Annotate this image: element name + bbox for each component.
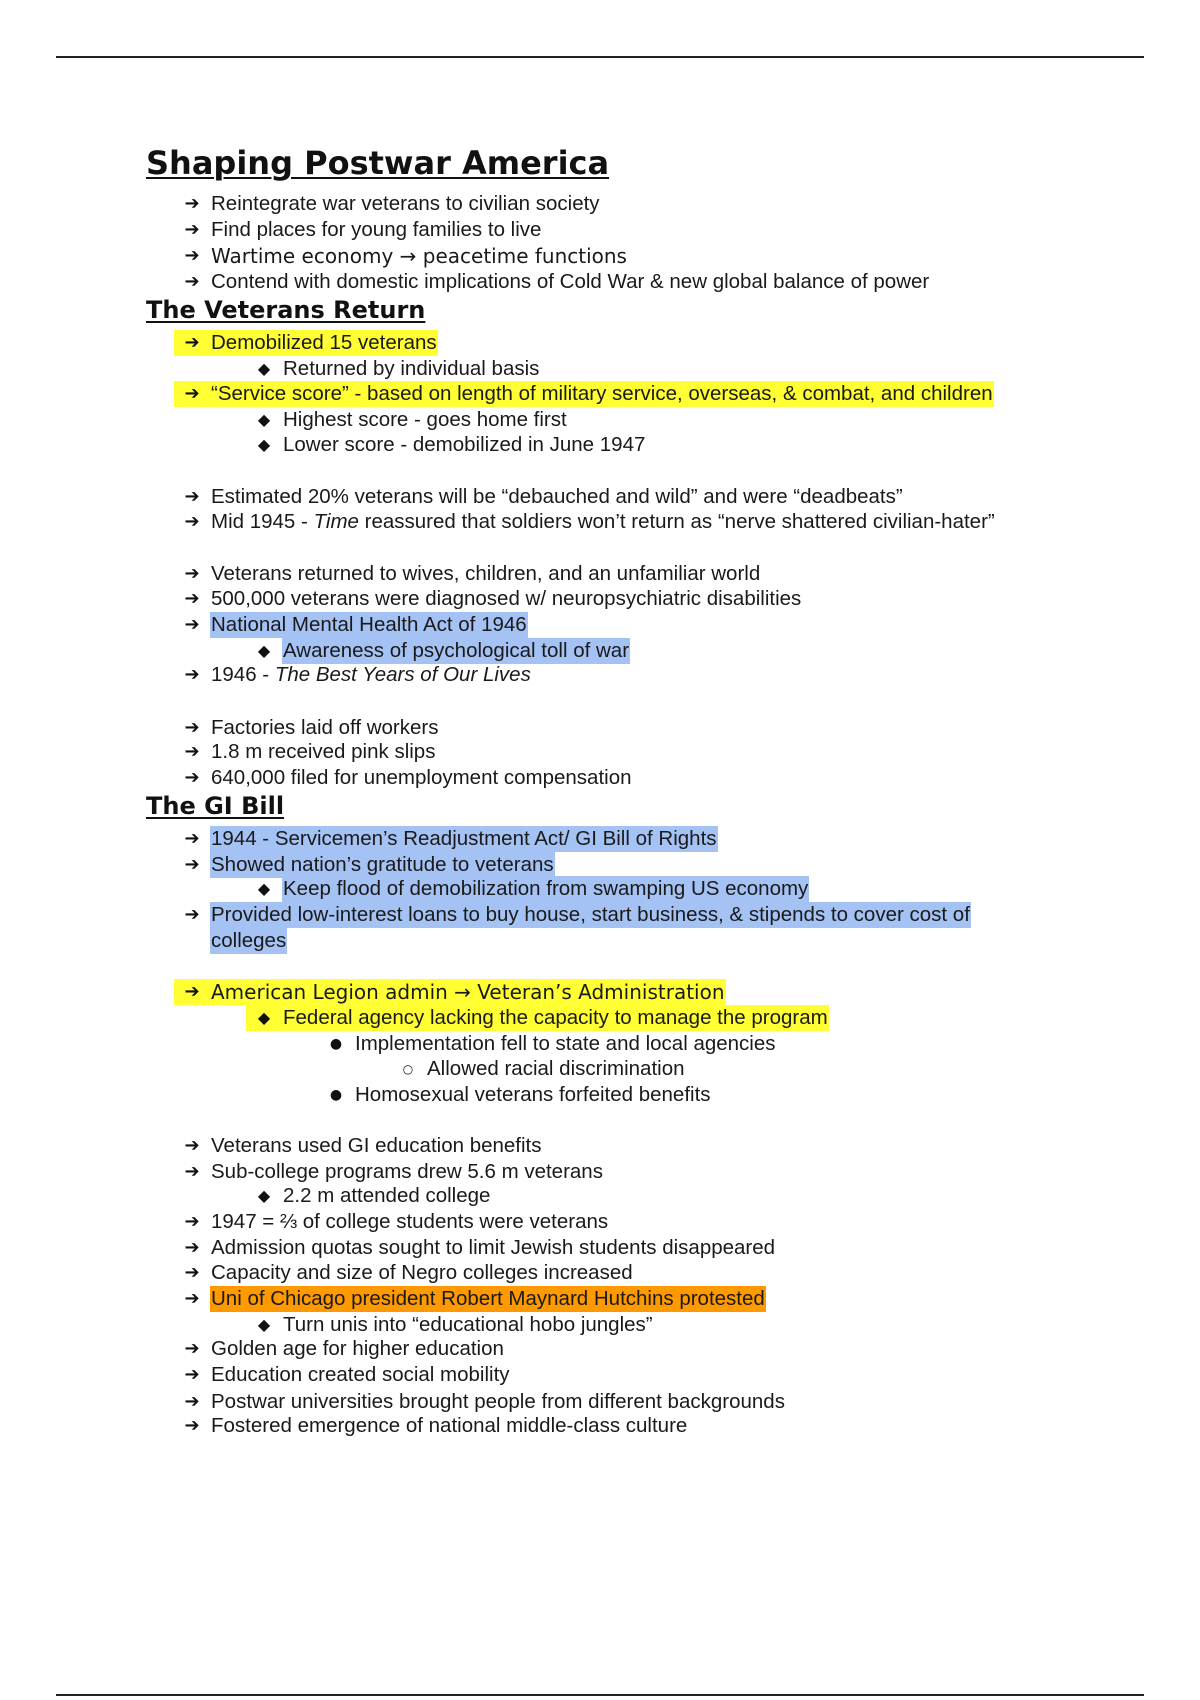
sub-list-item: ◆ Highest score - goes home first xyxy=(246,407,568,433)
sub-sub-list-item: ● Homosexual veterans forfeited benefits xyxy=(318,1082,712,1108)
arrow-bullet-icon: ➔ xyxy=(184,614,200,635)
list-item: ➔ Mid 1945 - Time reassured that soldiers won’t return as “nerve shattered civilian-hater” xyxy=(174,509,996,535)
list-item: ➔ Estimated 20% veterans will be “debauched and wild” and were “deadbeats” xyxy=(174,484,904,510)
diamond-bullet-icon: ◆ xyxy=(257,1186,271,1205)
arrow-bullet-icon: ➔ xyxy=(184,271,200,292)
arrow-bullet-icon: ➔ xyxy=(184,1415,200,1436)
list-item: ➔ Find places for young families to live xyxy=(174,217,542,243)
page-title: Shaping Postwar America xyxy=(146,144,610,182)
section-heading-gi-bill: The GI Bill xyxy=(146,792,285,820)
list-item-highlighted: ➔ “Service score” - based on length of military service, overseas, & combat, and children xyxy=(174,381,994,407)
arrow-bullet-icon: ➔ xyxy=(184,332,200,353)
arrow-bullet-icon: ➔ xyxy=(184,1237,200,1258)
arrow-bullet-icon: ➔ xyxy=(184,1161,200,1182)
arrow-bullet-icon: ➔ xyxy=(184,1135,200,1156)
list-item: ➔ Sub-college programs drew 5.6 m veterans xyxy=(174,1159,604,1185)
list-item-highlighted: ➔ American Legion admin → Veteran’s Administration xyxy=(174,979,726,1005)
list-item: ➔ Factories laid off workers xyxy=(174,715,439,741)
arrow-bullet-icon: ➔ xyxy=(184,486,200,507)
sub-list-item: ◆ Keep flood of demobilization from swamping US economy xyxy=(246,876,809,902)
arrow-bullet-icon: ➔ xyxy=(184,193,200,214)
arrow-bullet-icon: ➔ xyxy=(184,1364,200,1385)
list-item: ➔ Veterans returned to wives, children, and an unfamiliar world xyxy=(174,561,761,587)
sub-list-item: ◆ Turn unis into “educational hobo jungles” xyxy=(246,1312,654,1338)
arrow-bullet-icon: ➔ xyxy=(184,1288,200,1309)
list-item: ➔ Golden age for higher education xyxy=(174,1336,505,1362)
list-item: ➔ Admission quotas sought to limit Jewish students disappeared xyxy=(174,1235,776,1261)
list-item: ➔ Contend with domestic implications of Cold War & new global balance of power xyxy=(174,269,930,295)
arrow-bullet-icon: ➔ xyxy=(184,854,200,875)
diamond-bullet-icon: ◆ xyxy=(257,879,271,898)
arrow-bullet-icon: ➔ xyxy=(184,1262,200,1283)
list-item: ➔ 1944 - Servicemen’s Readjustment Act/ GI Bill of Rights xyxy=(174,826,718,852)
arrow-bullet-icon: ➔ xyxy=(184,981,200,1002)
diamond-bullet-icon: ◆ xyxy=(257,435,271,454)
list-item: ➔ National Mental Health Act of 1946 xyxy=(174,612,528,638)
diamond-bullet-icon: ◆ xyxy=(257,359,271,378)
arrow-bullet-icon: ➔ xyxy=(184,1338,200,1359)
arrow-bullet-icon: ➔ xyxy=(184,511,200,532)
list-item: ➔ Veterans used GI education benefits xyxy=(174,1133,543,1159)
list-item: ➔ Capacity and size of Negro colleges increased xyxy=(174,1260,634,1286)
list-item: ➔ Postwar universities brought people from different backgrounds xyxy=(174,1389,786,1415)
list-item: ➔ 1947 = ⅔ of college students were veterans xyxy=(174,1209,609,1235)
arrow-bullet-icon: ➔ xyxy=(184,717,200,738)
sub-list-item: ◆ Awareness of psychological toll of war xyxy=(246,638,630,664)
list-item: ➔ Education created social mobility xyxy=(174,1362,511,1388)
list-item: ➔ 1946 - The Best Years of Our Lives xyxy=(174,662,532,688)
list-item: ➔ 1.8 m received pink slips xyxy=(174,739,436,765)
list-item: ➔ Uni of Chicago president Robert Maynard Hutchins protested xyxy=(174,1286,766,1312)
list-item-highlighted: ➔ Demobilized 15 veterans xyxy=(174,330,438,356)
arrow-bullet-icon: ➔ xyxy=(184,383,200,404)
sub-list-item: ◆ Returned by individual basis xyxy=(246,356,540,382)
diamond-bullet-icon: ◆ xyxy=(257,1315,271,1334)
list-item-continuation: colleges xyxy=(211,929,287,952)
diamond-bullet-icon: ◆ xyxy=(257,410,271,429)
section-heading-veterans-return: The Veterans Return xyxy=(146,296,426,324)
list-item: ➔ Wartime economy → peacetime functions xyxy=(174,243,628,269)
dot-bullet-icon: ● xyxy=(329,1036,343,1052)
list-item: ➔ 500,000 veterans were diagnosed w/ neuropsychiatric disabilities xyxy=(174,586,802,612)
arrow-bullet-icon: ➔ xyxy=(184,904,200,925)
circle-bullet-icon: ○ xyxy=(402,1062,414,1076)
bottom-rule xyxy=(56,1694,1144,1696)
arrow-bullet-icon: ➔ xyxy=(184,588,200,609)
sub-list-item: ◆ 2.2 m attended college xyxy=(246,1183,491,1209)
dot-bullet-icon: ● xyxy=(329,1087,343,1103)
list-item: ➔ Provided low-interest loans to buy house, start business, & stipends to cover cost of xyxy=(174,902,971,928)
sub-list-item: ◆ Lower score - demobilized in June 1947 xyxy=(246,432,646,458)
sub-list-item-highlighted: ◆ Federal agency lacking the capacity to manage the program xyxy=(246,1005,829,1031)
arrow-bullet-icon: ➔ xyxy=(184,767,200,788)
arrow-bullet-icon: ➔ xyxy=(184,828,200,849)
arrow-bullet-icon: ➔ xyxy=(184,741,200,762)
list-item: ➔ Fostered emergence of national middle-class culture xyxy=(174,1413,688,1439)
diamond-bullet-icon: ◆ xyxy=(257,641,271,660)
sub-sub-sub-list-item: ○ Allowed racial discrimination xyxy=(390,1056,686,1082)
arrow-bullet-icon: ➔ xyxy=(184,245,200,266)
arrow-bullet-icon: ➔ xyxy=(184,1211,200,1232)
arrow-bullet-icon: ➔ xyxy=(184,563,200,584)
arrow-bullet-icon: ➔ xyxy=(184,219,200,240)
arrow-bullet-icon: ➔ xyxy=(184,1391,200,1412)
diamond-bullet-icon: ◆ xyxy=(257,1008,271,1027)
list-item: ➔ Reintegrate war veterans to civilian society xyxy=(174,191,601,217)
list-item: ➔ Showed nation’s gratitude to veterans xyxy=(174,852,555,878)
arrow-bullet-icon: ➔ xyxy=(184,664,200,685)
top-rule xyxy=(56,56,1144,58)
sub-sub-list-item: ● Implementation fell to state and local agencies xyxy=(318,1031,777,1057)
list-item: ➔ 640,000 filed for unemployment compensation xyxy=(174,765,633,791)
